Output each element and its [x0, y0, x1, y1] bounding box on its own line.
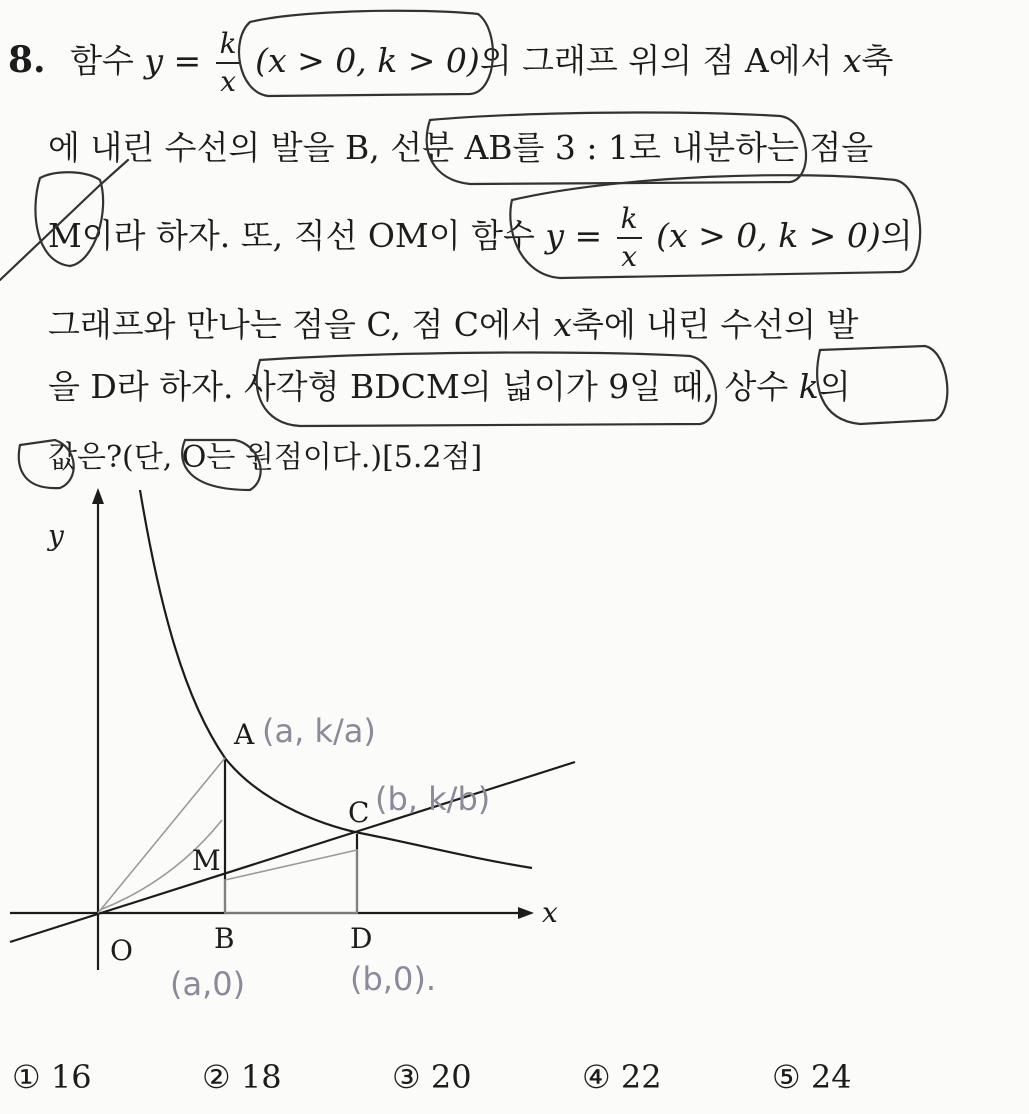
question-line-3 — [48, 202, 1029, 273]
y-axis-label: y — [48, 519, 64, 552]
line1-condition: (x > 0, k > 0) — [255, 41, 480, 80]
point-label-B: B — [214, 922, 235, 955]
y-axis-arrow — [92, 488, 104, 504]
line5-var: k — [798, 367, 819, 406]
line4-prefix: 그래프와 만나는 점을 C, 점 C에서 — [48, 305, 543, 344]
choice-3-value: 20 — [430, 1058, 472, 1096]
handwritten-D-coordinates: (b,0). — [350, 960, 436, 998]
line3-prefix: M이라 하자. 또, 직선 OM이 함수 — [48, 216, 535, 255]
line3-suffix: 의 — [880, 216, 913, 255]
line-OM — [10, 762, 575, 942]
x-axis-label: x — [542, 896, 558, 929]
choice-4-mark: ④ — [582, 1058, 611, 1096]
line3-frac-num: k — [617, 205, 642, 239]
choice-2[interactable] — [202, 1058, 392, 1096]
pencil-line-OA — [98, 758, 225, 913]
question-line-6: 값은?(단, O는 원점이다.)[5.2점] — [48, 440, 483, 475]
line1-prefix: 함수 — [70, 41, 134, 80]
line5-prefix: 을 D라 하자. 사각형 BDCM의 넓이가 9일 때, 상수 — [48, 367, 789, 406]
line1-axis-suffix: 축 — [861, 41, 894, 80]
line3-y-eq: y = — [545, 216, 603, 255]
choice-4[interactable] — [582, 1058, 772, 1096]
question-number: 8. — [8, 39, 46, 81]
line1-suffix: 의 그래프 위의 점 A에서 — [479, 41, 833, 80]
question-line-5 — [48, 365, 1029, 409]
question-line-4 — [48, 303, 1029, 347]
handwritten-B-coordinates: (a,0) — [170, 965, 246, 1003]
line4-suffix: 축에 내린 수선의 발 — [571, 305, 859, 344]
line1-frac-den: x — [220, 65, 237, 98]
choice-5-value: 24 — [810, 1058, 852, 1096]
line3-frac-den: x — [621, 240, 638, 273]
choice-3-mark: ③ — [392, 1058, 421, 1096]
point-label-C: C — [348, 796, 370, 829]
graph-figure — [0, 470, 1029, 1040]
point-label-O: O — [110, 934, 133, 967]
choice-2-value: 18 — [240, 1058, 282, 1096]
choice-3[interactable] — [392, 1058, 582, 1096]
choice-2-mark: ② — [202, 1058, 231, 1096]
choice-5[interactable] — [772, 1058, 962, 1096]
line1-frac-num: k — [216, 30, 241, 64]
pencil-region-BDCM — [225, 850, 357, 913]
handwritten-C-coordinates: (b, k/b) — [375, 780, 491, 818]
line5-suffix: 의 — [818, 367, 851, 406]
line4-axis: x — [553, 305, 572, 344]
line1-fraction — [216, 27, 241, 98]
x-axis-arrow — [518, 907, 534, 919]
choice-1-value: 16 — [50, 1058, 92, 1096]
line1-y-eq: y = — [144, 41, 202, 80]
point-label-D: D — [350, 922, 373, 955]
choice-1[interactable] — [12, 1058, 202, 1096]
answer-choices — [12, 1058, 1012, 1096]
point-label-M: M — [192, 844, 221, 877]
question-line-2: 에 내린 수선의 발을 B, 선분 AB를 3 : 1로 내분하는 점을 — [48, 128, 874, 167]
line3-condition: (x > 0, k > 0) — [656, 216, 881, 255]
point-label-A: A — [234, 718, 255, 751]
handwritten-A-coordinates: (a, k/a) — [262, 712, 376, 750]
question-line-1 — [8, 27, 1008, 98]
choice-4-value: 22 — [620, 1058, 662, 1096]
choice-5-mark: ⑤ — [772, 1058, 801, 1096]
choice-1-mark: ① — [12, 1058, 41, 1096]
line3-fraction — [617, 202, 642, 273]
line1-axis: x — [842, 41, 862, 80]
